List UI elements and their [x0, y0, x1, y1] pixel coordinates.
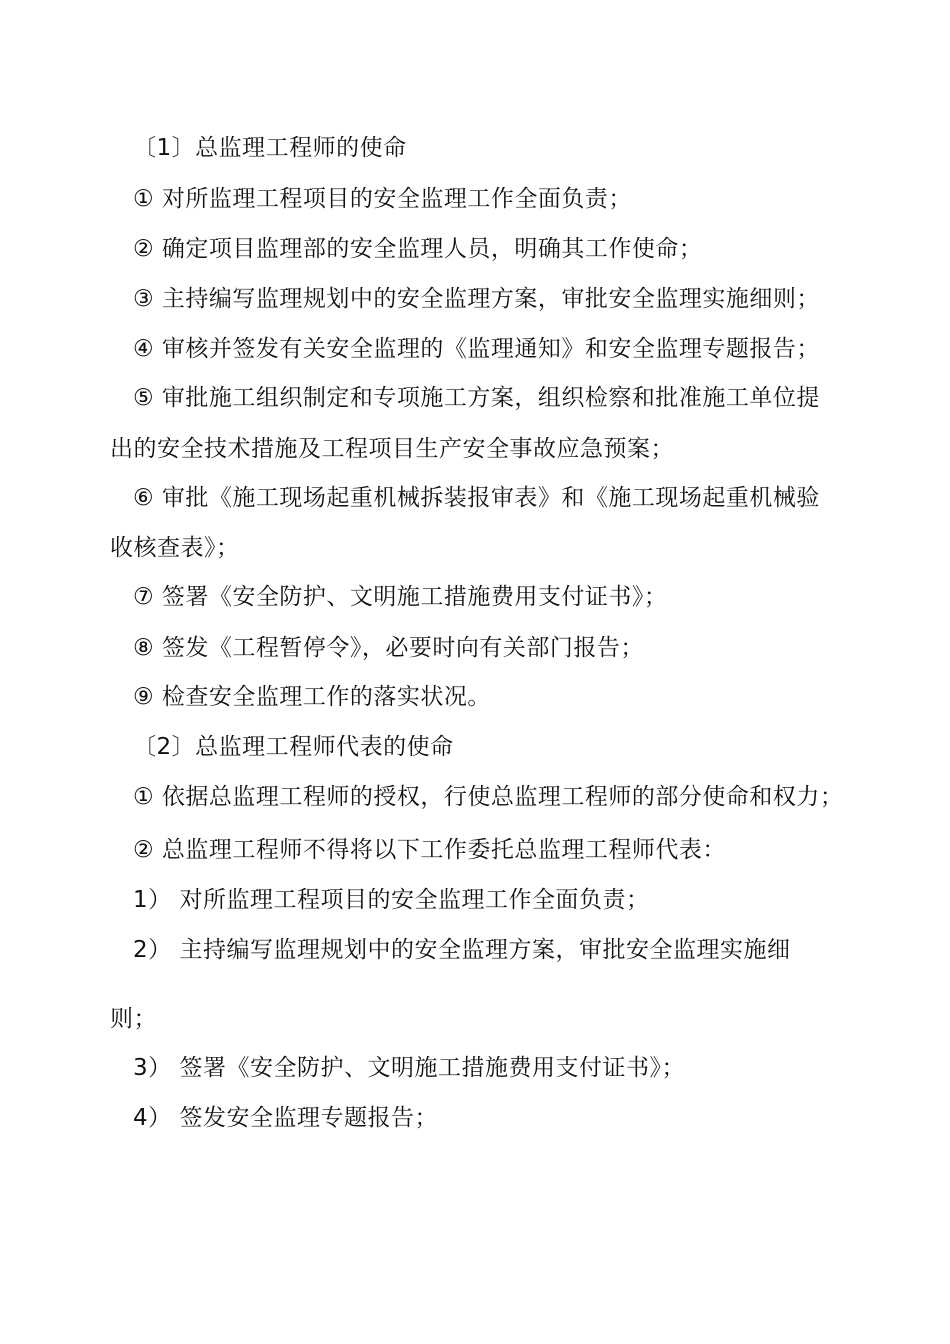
section1-item-5-line1: ⑤ 审批施工组织制定和专项施工方案，组织检察和批准施工单位提	[133, 385, 820, 411]
section1-item-1: ① 对所监理工程项目的安全监理工作全面负责；	[133, 186, 632, 212]
section2-subitem-4: 4） 签发安全监理专题报告；	[133, 1105, 438, 1131]
section2-subitem-1: 1） 对所监理工程项目的安全监理工作全面负责；	[133, 887, 650, 913]
section2-item-2: ② 总监理工程师不得将以下工作委托总监理工程师代表：	[133, 837, 726, 863]
section1-item-6-line1: ⑥ 审批《施工现场起重机械拆装报审表》和《施工现场起重机械验	[133, 485, 820, 511]
section1-item-7: ⑦ 签署《安全防护、文明施工措施费用支付证书》；	[133, 584, 668, 610]
section2-subitem-3: 3） 签署《安全防护、文明施工措施费用支付证书》；	[133, 1055, 685, 1081]
section1-item-3: ③ 主持编写监理规划中的安全监理方案，审批安全监理实施细则；	[133, 286, 820, 312]
section1-item-5-line2: 出的安全技术措施及工程项目生产安全事故应急预案；	[110, 436, 674, 462]
section1-item-4: ④ 审核并签发有关安全监理的《监理通知》和安全监理专题报告；	[133, 336, 820, 362]
section2-item-1: ① 依据总监理工程师的授权，行使总监理工程师的部分使命和权力；	[133, 784, 844, 810]
section1-item-6-line2: 收核查表》；	[110, 535, 240, 561]
section2-subitem-2-line1: 2） 主持编写监理规划中的安全监理方案，审批安全监理实施细	[133, 937, 791, 963]
section1-heading: 〔1〕总监理工程师的使命	[133, 135, 407, 161]
section1-item-9: ⑨ 检查安全监理工作的落实状况。	[133, 684, 491, 710]
section1-item-8: ⑧ 签发《工程暂停令》，必要时向有关部门报告；	[133, 635, 644, 661]
section1-item-2: ② 确定项目监理部的安全监理人员，明确其工作使命；	[133, 236, 703, 262]
section2-subitem-2-line2: 则；	[110, 1006, 157, 1032]
section2-heading: 〔2〕总监理工程师代表的使命	[133, 734, 454, 760]
